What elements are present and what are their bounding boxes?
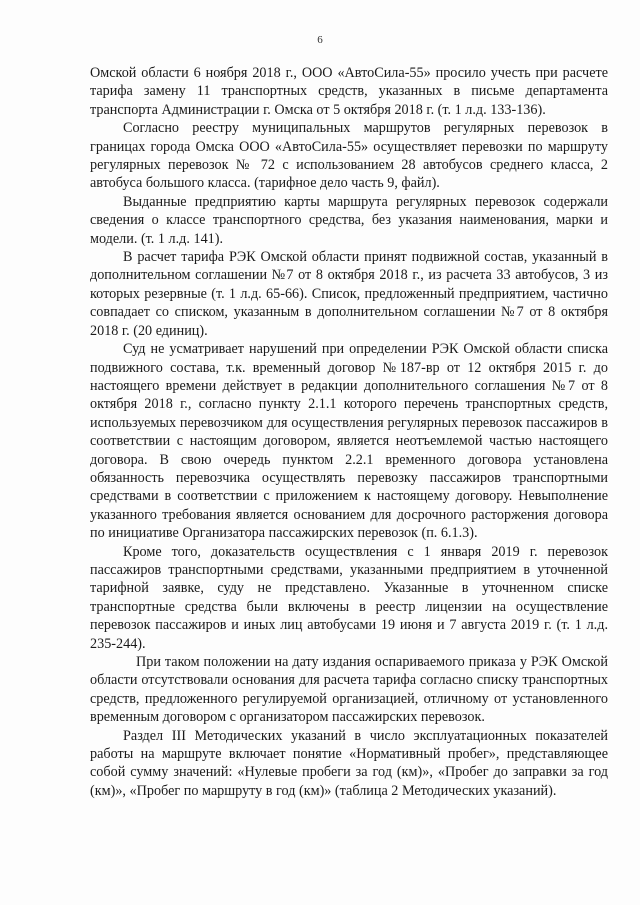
- paragraph-continuation: Омской области 6 ноября 2018 г., ООО «АвтоСила-55» просило учесть при расчете тарифа замену 11 транспортных средств, указанных в письме департамента транспорта Администрации г. Омска от 5 октября 2018 г. (т. 1 л.д. 133-136).: [90, 65, 608, 118]
- paragraph-route-cards: Выданные предприятию карты маршрута регулярных перевозок содержали сведения о классе транспортного средства, без указания наименования, марки и модели. (т. 1 л.д. 141).: [90, 193, 608, 247]
- paragraph-conclusion: При таком положении на дату издания оспариваемого приказа у РЭК Омской области отсутствовали основания для расчета тарифа согласно списку транспортных средств, предложенного регулируемой организацией, отличному от установленного временным договором с организатором пассажирских перевозок.: [90, 654, 608, 726]
- paragraph-evidence: Кроме того, доказательств осуществления с 1 января 2019 г. перевозок пассажиров транспортными средствами, указанными предприятием в уточненной тарифной заявке, суду не представлено. Указанные в уточненном списке транспортные средства были включены в реестр лицензии на осуществление перевозок пассажиров и иных лиц автобусами 19 июня и 7 августа 2019 г. (т. 1 л.д. 235-244).: [90, 543, 608, 652]
- page-number: 6: [317, 34, 323, 46]
- document-body: [90, 64, 608, 800]
- paragraph-methodical-guidelines: Раздел III Методических указаний в число эксплуатационных показателей работы на маршруте включает понятие «Нормативный пробег», представляющее собой сумму значений: «Нулевые пробеги за год (км)», «Пробег до заправки за год (км)», «Пробег по маршруту в год (км)» (таблица 2 Методических указаний).: [90, 727, 608, 799]
- paragraph-court-finding: Суд не усматривает нарушений при определении РЭК Омской области списка подвижного состава, т.к. временный договор №187-вр от 12 октября 2015 г. до настоящего времени действует в редакции дополнительного соглашения №7 от 8 октября 2018 г., согласно пункту 2.1.1 которого перечень транспортных средств, используемых перевозчиком для осуществления регулярных перевозок пассажиров в соответствии с настоящим договором, является неотъемлемой частью настоящего договора. В свою очередь пунктом 2.2.1 временного договора установлена обязанность перевозчика осуществлять перевозку пассажиров транспортными средствами в соответствии с приложением к настоящему договору. Невыполнение указанного требования является основанием для досрочного расторжения договора по инициативе Организатора пассажирских перевозок (п. 6.1.3).: [90, 341, 608, 542]
- paragraph-tariff-calculation: В расчет тарифа РЭК Омской области принят подвижной состав, указанный в дополнительном соглашении №7 от 8 октября 2018 г., из расчета 33 автобусов, 3 из которых резервные (т. 1 л.д. 65-66). Список, предложенный предприятием, частично совпадает со списком, указанным в дополнительном соглашении №7 от 8 октября 2018 г. (20 единиц).: [90, 249, 608, 339]
- paragraph-route-registry: Согласно реестру муниципальных маршрутов регулярных перевозок в границах города Омска ООО «АвтоСила-55» осуществляет перевозки по маршруту регулярных перевозок № 72 с использованием 28 автобусов среднего класса, 2 автобуса большого класса. (тарифное дело часть 9, файл).: [90, 120, 608, 192]
